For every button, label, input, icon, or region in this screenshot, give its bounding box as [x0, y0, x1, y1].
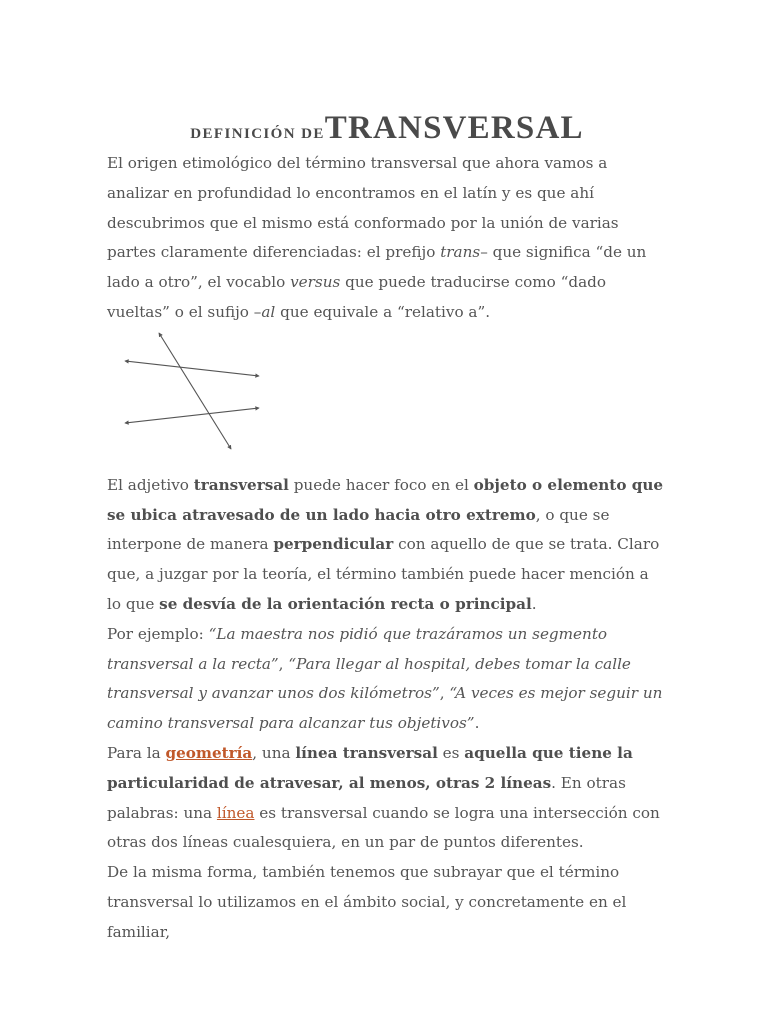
social-paragraph: De la misma forma, también tenemos que subrayar que el término transversal lo utilizamos en el ámbito social, y concretamente en el familiar,: [107, 863, 627, 941]
page-title: [107, 108, 667, 147]
geometry-paragraph: Para la geometría, una línea transversal es aquella que tiene la particularidad de atravesar, al menos, otras 2 líneas. En otras palabras: una línea es transversal cuando se logra una intersección con otras dos líneas cualesquiera, en un par de puntos diferentes.: [107, 743, 660, 852]
adjective-paragraph: El adjetivo transversal puede hacer foco en el objeto o elemento que se ubica atravesado de un lado hacia otro extremo, o que se interpone de manera perpendicular con aquello de que se trata. Claro que, a juzgar por la teoría, el término también puede hacer mención a lo que se desvía de la orientación recta o principal.: [107, 475, 664, 613]
parallel-line-bottom: [125, 408, 259, 423]
linea-link[interactable]: línea: [216, 803, 255, 822]
intro-paragraph: El origen etimológico del término transversal que ahora vamos a analizar en profundidad lo encontramos en el latín y es que ahí descubrimos que el mismo está conformado por la unión de varias partes claramente diferenciadas: el prefijo trans– que significa “de un lado a otro”, el vocablo versus que puede traducirse como “dado vueltas” o el sufijo –al que equivale a “relativo a”.: [107, 154, 647, 321]
transversal-line: [159, 333, 231, 449]
examples-paragraph: Por ejemplo: “La maestra nos pidió que trazáramos un segmento transversal a la recta”, “Para llegar al hospital, debes tomar la calle transversal y avanzar unos dos kilómetros”, “A veces es mejor seguir un camino transversal para alcanzar tus objetivos”.: [107, 624, 663, 733]
title-prefix: DEFINICIÓN DE: [190, 126, 325, 142]
geometria-link[interactable]: geometría: [165, 743, 253, 762]
parallel-line-top: [125, 361, 259, 376]
title-main: TRANSVERSAL: [324, 110, 584, 146]
transversal-lines-image: [119, 331, 269, 461]
transversal-diagram: [107, 331, 667, 468]
article: [107, 108, 667, 948]
